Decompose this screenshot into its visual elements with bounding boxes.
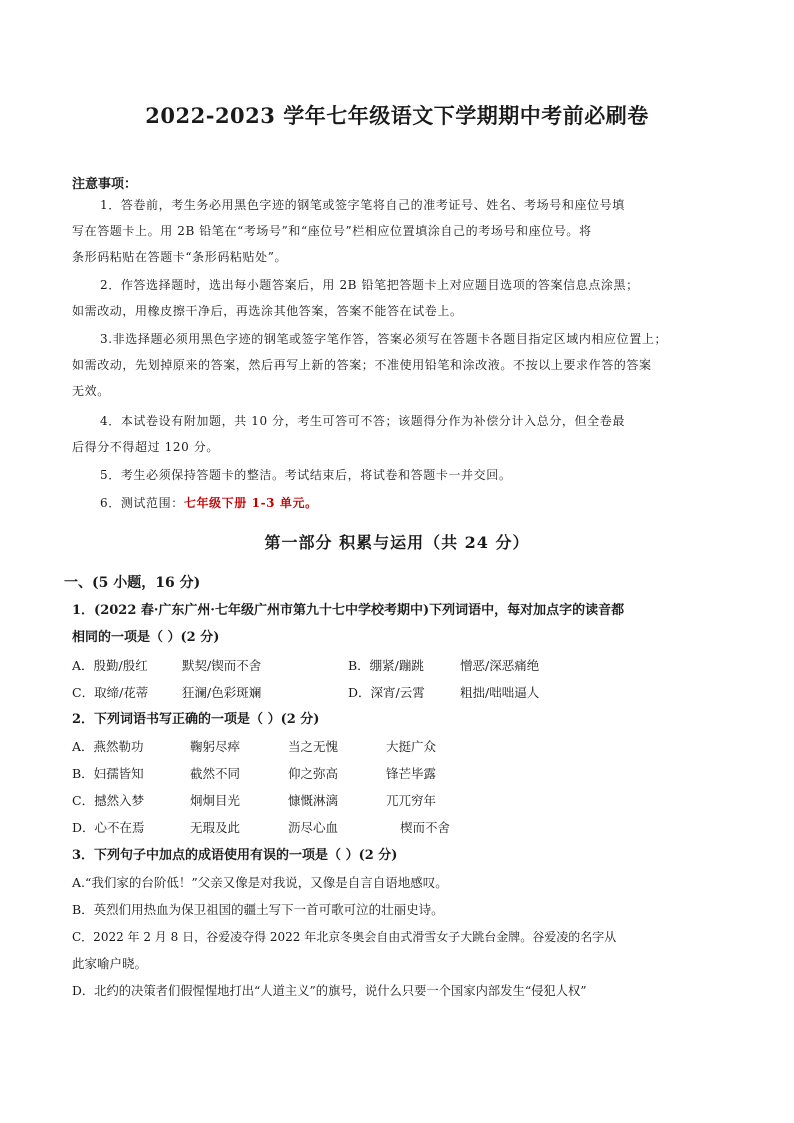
notice-item-3 xyxy=(72,326,682,404)
scope-value: 七年级下册 1-3 单元。 xyxy=(183,496,318,510)
notice-item-1-line-1: 1．答卷前，考生务必用黑色字迹的钢笔或签字笔将自己的准考证号、姓名、考场号和座位号填 xyxy=(100,198,625,212)
q3-stem: 3．下列句子中加点的成语使用有误的一项是（ ）(2 分) xyxy=(72,848,398,863)
q2-a-word-3: 当之无愧 xyxy=(288,739,339,754)
q1-option-b-word-1: B．绷紧/蹦跳 xyxy=(348,658,424,673)
q3-option-d: D．北约的决策者们假惺惺地打出“人道主义”的旗号，说什么只要一个国家内部发生“侵犯人权” xyxy=(72,984,587,998)
notice-item-2 xyxy=(72,272,682,324)
q1-option-a-word-1: A．殷勤/殷红 xyxy=(72,658,148,673)
notice-item-2-line-2: 如需改动，用橡皮擦干净后，再选涂其他答案，答案不能答在试卷上。 xyxy=(72,304,463,318)
q2-c-word-4: 兀兀穷年 xyxy=(386,793,437,808)
q2-b-word-3: 仰之弥高 xyxy=(288,766,339,781)
q2-b-word-2: 截然不同 xyxy=(190,766,241,781)
q2-d-word-4: 楔而不舍 xyxy=(400,820,451,835)
notice-item-4-line-1: 4．本试卷设有附加题，共 10 分，考生可答可不答；该题得分作为补偿分计入总分，但全卷最 xyxy=(100,414,625,428)
q3-option-c-line-2: 此家喻户晓。 xyxy=(72,956,148,971)
q1-option-d-word-2: 粗拙/咄咄逼人 xyxy=(460,685,540,700)
question-group-heading: 一、(5 小题，16 分) xyxy=(64,575,201,591)
notice-item-3-line-1: 3.非选择题必须用黑色字迹的钢笔或签字笔作答，答案必须写在答题卡各题目指定区域内相应位置上； xyxy=(100,332,668,346)
q2-stem: 2．下列词语书写正确的一项是（ ）(2 分) xyxy=(72,712,320,727)
q3-option-c-line-1: C．2022 年 2 月 8 日，谷爱凌夺得 2022 年北京冬奥会自由式滑雪女子大跳台金牌。谷爱凌的名字从 xyxy=(72,930,617,944)
q2-d-word-1: D．心不在焉 xyxy=(72,820,145,835)
q2-a-word-4: 大挺广众 xyxy=(386,739,437,754)
notice-item-1 xyxy=(72,192,682,270)
q2-a-word-2: 鞠躬尽瘁 xyxy=(190,739,241,754)
q1-option-c-word-1: C．取缔/花蒂 xyxy=(72,685,149,700)
q2-c-word-2: 炯炯目光 xyxy=(190,793,241,808)
q2-d-word-3: 沥尽心血 xyxy=(288,820,339,835)
q2-a-word-1: A．燕然勒功 xyxy=(72,739,144,754)
notice-heading: 注意事项： xyxy=(72,177,138,192)
q2-b-word-1: B．妇孺皆知 xyxy=(72,766,144,781)
q1-option-a-word-2: 默契/锲而不舍 xyxy=(182,658,262,673)
q1-option-b-word-2: 憎恶/深恶痛绝 xyxy=(460,658,540,673)
q1-option-c-word-2: 狂澜/色彩斑斓 xyxy=(182,685,262,700)
notice-item-4-line-2: 后得分不得超过 120 分。 xyxy=(72,440,219,454)
notice-item-3-line-3: 无效。 xyxy=(72,384,110,398)
q1-option-d-word-1: D．深宵/云霄 xyxy=(348,685,425,700)
notice-item-1-line-3: 条形码粘贴在答题卡“条形码粘贴处”。 xyxy=(72,250,288,264)
notice-item-scope xyxy=(72,490,682,516)
notice-item-5-line-1: 5．考生必须保持答题卡的整洁。考试结束后，将试卷和答题卡一并交回。 xyxy=(100,468,512,482)
q2-c-word-1: C．撼然入梦 xyxy=(72,793,145,808)
scope-label: 6．测试范围： xyxy=(100,496,184,510)
q2-b-word-4: 锋芒毕露 xyxy=(386,766,437,781)
notice-item-5 xyxy=(72,462,682,488)
q1-stem-line-2: 相同的一项是（ ）(2 分) xyxy=(72,630,220,645)
notice-item-3-line-2: 如需改动，先划掉原来的答案，然后再写上新的答案；不准使用铅笔和涂改液。不按以上要求作答的答案 xyxy=(72,358,652,372)
q1-stem-line-1: 1．(2022 春·广东广州·七年级广州市第九十七中学校考期中)下列词语中，每对加点字的读音都 xyxy=(72,603,625,618)
notice-item-1-line-2: 写在答题卡上。用 2B 铅笔在“考场号”和“座位号”栏相应位置填涂自己的考场号和座位号。将 xyxy=(72,224,592,238)
q3-option-a: A.“我们家的台阶低！”父亲又像是对我说，又像是自言自语地感叹。 xyxy=(72,875,448,890)
notice-item-4 xyxy=(72,408,682,460)
q3-option-b: B．英烈们用热血为保卫祖国的疆土写下一首可歌可泣的壮丽史诗。 xyxy=(72,902,444,917)
section-title: 第一部分 积累与运用（共 24 分） xyxy=(264,533,530,552)
notice-item-2-line-1: 2．作答选择题时，选出每小题答案后，用 2B 铅笔把答题卡上对应题目选项的答案信息点涂黑； xyxy=(100,278,639,292)
page-title: 2022-2023 学年七年级语文下学期期中考前必刷卷 xyxy=(145,103,649,128)
q2-d-word-2: 无瑕及此 xyxy=(190,820,241,835)
q2-c-word-3: 慷慨淋漓 xyxy=(288,793,339,808)
